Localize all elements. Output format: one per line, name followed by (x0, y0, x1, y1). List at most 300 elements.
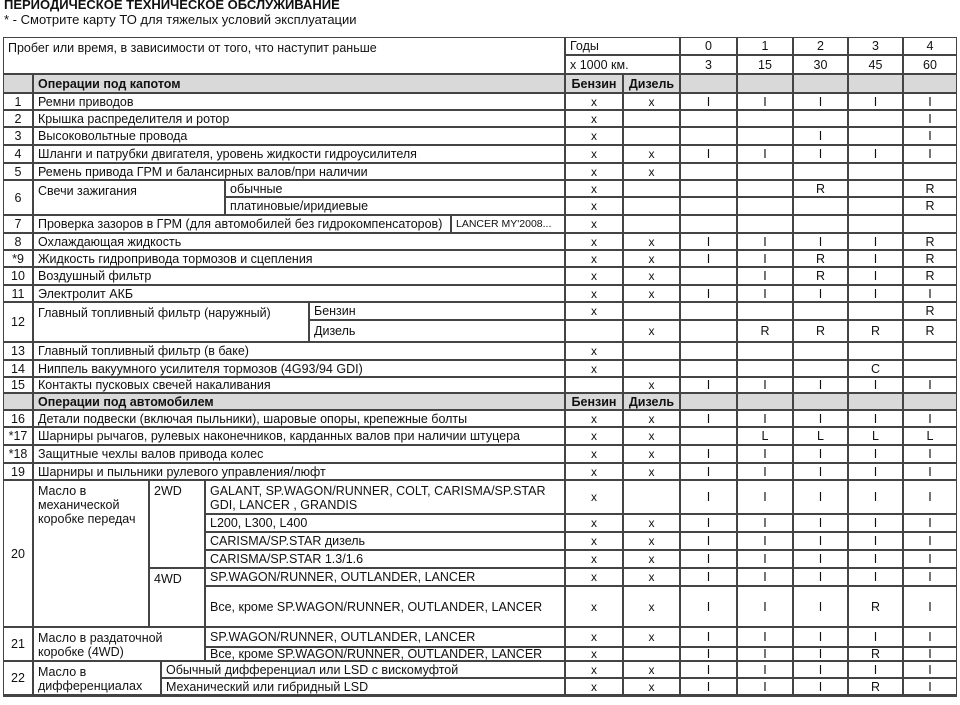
interval-cell (737, 180, 793, 197)
section-filler (737, 393, 793, 410)
row-number: 14 (3, 360, 33, 377)
operation-name: Масло в раздаточной коробке (4WD) (33, 627, 205, 661)
interval-cell: I (848, 627, 903, 647)
interval-cell: I (680, 661, 737, 678)
interval-cell: I (680, 233, 737, 250)
interval-cell: R (793, 250, 848, 267)
benzin-cell: x (565, 215, 623, 233)
interval-cell: I (848, 661, 903, 678)
interval-cell: I (903, 550, 957, 568)
row-number: 20 (3, 480, 33, 627)
operation-variant: SP.WAGON/RUNNER, OUTLANDER, LANCER (205, 627, 565, 647)
km-header: 60 (903, 55, 957, 74)
dizel-cell: x (623, 463, 680, 480)
interval-cell (680, 110, 737, 127)
row-number: 11 (3, 285, 33, 302)
interval-cell (848, 110, 903, 127)
section-filler (793, 393, 848, 410)
dizel-cell: x (623, 410, 680, 427)
operation-name: Шарниры рычагов, рулевых наконечников, карданных валов при наличии штуцера (33, 427, 565, 445)
interval-cell (903, 360, 957, 377)
interval-cell: I (737, 661, 793, 678)
interval-cell: I (848, 410, 903, 427)
operation-variant: платиновые/иридиевые (225, 197, 565, 215)
interval-cell (680, 163, 737, 180)
interval-cell: I (793, 445, 848, 463)
benzin-cell: x (565, 302, 623, 320)
interval-cell: I (737, 410, 793, 427)
years-label: Годы (565, 37, 680, 55)
interval-cell (737, 163, 793, 180)
operation-name: Охлаждающая жидкость (33, 233, 565, 250)
benzin-cell (565, 695, 623, 697)
model-label: CARISMA/SP.STAR дизель (205, 532, 565, 550)
km-header: 45 (848, 55, 903, 74)
benzin-cell: x (565, 410, 623, 427)
benzin-cell: x (565, 550, 623, 568)
dizel-cell (623, 127, 680, 145)
interval-cell: I (737, 480, 793, 514)
benzin-cell (565, 320, 623, 342)
section-filler (680, 74, 737, 93)
interval-cell: I (793, 627, 848, 647)
page-subtitle: * - Смотрите карту ТО для тяжелых условий эксплуатации (4, 12, 357, 27)
section-filler (793, 74, 848, 93)
interval-cell (737, 197, 793, 215)
year-header: 0 (680, 37, 737, 55)
benzin-cell: x (565, 163, 623, 180)
interval-cell: I (793, 568, 848, 586)
operation-name: Электролит АКБ (33, 285, 565, 302)
interval-cell: I (903, 445, 957, 463)
interval-cell: I (737, 463, 793, 480)
interval-cell: I (680, 250, 737, 267)
operation-name: Масло в механической коробке передач (33, 480, 149, 627)
benzin-cell: x (565, 285, 623, 302)
interval-cell: I (737, 647, 793, 661)
row-number: 15 (3, 377, 33, 393)
drive-label: 2WD (149, 480, 205, 568)
interval-cell (848, 215, 903, 233)
interval-cell: R (848, 678, 903, 695)
operation-variant: обычные (225, 180, 565, 197)
interval-cell: R (903, 233, 957, 250)
section-filler (737, 74, 793, 93)
row-number: 10 (3, 267, 33, 285)
interval-cell (737, 360, 793, 377)
interval-cell (737, 342, 793, 360)
interval-cell (793, 302, 848, 320)
interval-cell: I (793, 145, 848, 163)
interval-cell (680, 127, 737, 145)
interval-cell (793, 197, 848, 215)
interval-cell: I (737, 550, 793, 568)
interval-cell (680, 180, 737, 197)
interval-cell: I (793, 532, 848, 550)
interval-cell (903, 342, 957, 360)
interval-cell (680, 215, 737, 233)
dizel-cell: x (623, 532, 680, 550)
interval-cell: I (848, 377, 903, 393)
operation-note: LANCER MY'2008... (451, 215, 565, 233)
dizel-cell: x (623, 627, 680, 647)
interval-cell (793, 163, 848, 180)
interval-cell (737, 215, 793, 233)
benzin-cell: x (565, 127, 623, 145)
benzin-cell: x (565, 180, 623, 197)
interval-cell: I (737, 250, 793, 267)
dizel-cell: x (623, 145, 680, 163)
interval-cell: I (903, 285, 957, 302)
interval-cell: I (680, 377, 737, 393)
interval-cell: I (793, 410, 848, 427)
interval-cell: I (848, 480, 903, 514)
interval-cell: I (680, 285, 737, 302)
section-no-cell (3, 393, 33, 410)
operation-name: Ниппель вакуумного усилителя тормозов (4G93/94 GDI) (33, 360, 565, 377)
operation-variant: Бензин (309, 302, 565, 320)
interval-cell: I (903, 678, 957, 695)
operation-name: Крышка распределителя и ротор (33, 110, 565, 127)
operation-name: Главный топливный фильтр (наружный) (33, 302, 309, 342)
row-number: 1 (3, 93, 33, 110)
interval-cell (848, 180, 903, 197)
operation-variant: Дизель (309, 320, 565, 342)
interval-cell: I (793, 127, 848, 145)
benzin-cell: x (565, 586, 623, 627)
interval-cell: I (848, 93, 903, 110)
operation-name: Ремни приводов (33, 93, 565, 110)
dizel-cell: x (623, 550, 680, 568)
interval-cell: I (848, 233, 903, 250)
model-label: L200, L300, L400 (205, 514, 565, 532)
interval-cell: I (737, 377, 793, 393)
interval-cell: I (848, 145, 903, 163)
interval-cell (793, 360, 848, 377)
interval-cell (737, 695, 793, 697)
interval-cell: I (680, 532, 737, 550)
row-number: 2 (3, 110, 33, 127)
interval-cell (848, 695, 903, 697)
interval-cell: I (680, 647, 737, 661)
interval-cell: I (793, 514, 848, 532)
interval-cell: I (737, 678, 793, 695)
benzin-cell: x (565, 463, 623, 480)
interval-cell: R (737, 320, 793, 342)
benzin-cell: x (565, 678, 623, 695)
interval-cell: I (793, 233, 848, 250)
row-number: 3 (3, 127, 33, 145)
dizel-cell (623, 342, 680, 360)
interval-cell: I (680, 627, 737, 647)
row-number: *17 (3, 427, 33, 445)
operation-name: Защитные чехлы валов привода колес (33, 445, 565, 463)
section-filler (680, 393, 737, 410)
year-header: 1 (737, 37, 793, 55)
interval-cell: I (848, 550, 903, 568)
interval-cell (680, 695, 737, 697)
interval-cell: I (680, 480, 737, 514)
interval-cell: I (737, 267, 793, 285)
benzin-cell: x (565, 93, 623, 110)
interval-cell (680, 342, 737, 360)
operation-variant: Все, кроме SP.WAGON/RUNNER, OUTLANDER, LANCER (205, 647, 565, 661)
interval-cell (680, 267, 737, 285)
row-number: 13 (3, 342, 33, 360)
interval-cell: I (793, 285, 848, 302)
row-number: 19 (3, 463, 33, 480)
row-number: 6 (3, 180, 33, 215)
interval-cell (793, 215, 848, 233)
interval-cell: I (903, 110, 957, 127)
interval-cell: I (848, 250, 903, 267)
row-number: 8 (3, 233, 33, 250)
header-label: Пробег или время, в зависимости от того, что наступит раньше (3, 37, 565, 74)
interval-cell: R (903, 197, 957, 215)
interval-cell: I (848, 285, 903, 302)
benzin-cell: x (565, 267, 623, 285)
interval-cell: C (848, 360, 903, 377)
interval-cell (793, 342, 848, 360)
operation-name: Детали подвески (включая пыльники), шаровые опоры, крепежные болты (33, 410, 565, 427)
dizel-cell: x (623, 678, 680, 695)
operation-name: Жидкость гидропривода тормозов и сцепления (33, 250, 565, 267)
interval-cell (680, 197, 737, 215)
row-number (3, 695, 33, 697)
interval-cell: R (793, 180, 848, 197)
interval-cell: I (680, 586, 737, 627)
section-filler (848, 74, 903, 93)
interval-cell: I (737, 627, 793, 647)
interval-cell: I (793, 463, 848, 480)
dizel-cell: x (623, 427, 680, 445)
km-header: 3 (680, 55, 737, 74)
dizel-cell: x (623, 514, 680, 532)
section-title: Операции под автомобилем (33, 393, 565, 410)
interval-cell: R (903, 180, 957, 197)
section-title: Операции под капотом (33, 74, 565, 93)
operation-name: Воздушный фильтр (33, 267, 565, 285)
benzin-cell: x (565, 480, 623, 514)
interval-cell: I (737, 445, 793, 463)
interval-cell: R (848, 586, 903, 627)
operation-name: Масло в дифференциалах (33, 661, 161, 695)
dizel-cell (623, 180, 680, 197)
row-number: 7 (3, 215, 33, 233)
benzin-cell: x (565, 627, 623, 647)
interval-cell (680, 427, 737, 445)
benzin-cell: x (565, 145, 623, 163)
benzin-cell: x (565, 110, 623, 127)
dizel-cell: x (623, 285, 680, 302)
interval-cell: I (793, 678, 848, 695)
maintenance-table (3, 37, 957, 697)
interval-cell (680, 320, 737, 342)
interval-cell: I (737, 233, 793, 250)
model-label: Все, кроме SP.WAGON/RUNNER, OUTLANDER, LANCER (205, 586, 565, 627)
interval-cell: I (848, 568, 903, 586)
interval-cell: R (848, 647, 903, 661)
interval-cell: I (793, 586, 848, 627)
interval-cell: R (903, 267, 957, 285)
benzin-cell: x (565, 514, 623, 532)
operation-name: Шланги и патрубки двигателя, уровень жидкости гидроусилителя (33, 145, 565, 163)
row-number: *9 (3, 250, 33, 267)
operation-variant: Обычный дифференциал или LSD с вискомуфтой (161, 661, 565, 678)
benzin-cell: x (565, 233, 623, 250)
dizel-cell (623, 197, 680, 215)
dizel-cell: x (623, 320, 680, 342)
interval-cell: R (848, 320, 903, 342)
interval-cell: I (737, 285, 793, 302)
km-label: х 1000 км. (565, 55, 680, 74)
model-label: SP.WAGON/RUNNER, OUTLANDER, LANCER (205, 568, 565, 586)
interval-cell: R (793, 320, 848, 342)
row-number: 16 (3, 410, 33, 427)
benzin-header: Бензин (565, 74, 623, 93)
interval-cell: L (848, 427, 903, 445)
benzin-cell: x (565, 661, 623, 678)
interval-cell: I (903, 463, 957, 480)
interval-cell: I (680, 514, 737, 532)
year-header: 2 (793, 37, 848, 55)
benzin-cell: x (565, 342, 623, 360)
interval-cell: I (903, 586, 957, 627)
section-filler (903, 393, 957, 410)
dizel-cell (623, 110, 680, 127)
operation-name: Шарниры и пыльники рулевого управления/люфт (33, 463, 565, 480)
interval-cell: I (903, 410, 957, 427)
interval-cell (793, 695, 848, 697)
interval-cell: I (737, 568, 793, 586)
interval-cell: R (903, 302, 957, 320)
model-label: GALANT, SP.WAGON/RUNNER, COLT, CARISMA/SP.STAR GDI, LANCER , GRANDIS (205, 480, 565, 514)
dizel-cell: x (623, 163, 680, 180)
year-header: 4 (903, 37, 957, 55)
benzin-header: Бензин (565, 393, 623, 410)
interval-cell (737, 110, 793, 127)
dizel-cell: x (623, 445, 680, 463)
dizel-header: Дизель (623, 393, 680, 410)
interval-cell: I (680, 678, 737, 695)
interval-cell: R (903, 250, 957, 267)
section-no-cell (3, 74, 33, 93)
dizel-cell: x (623, 661, 680, 678)
benzin-cell: x (565, 250, 623, 267)
interval-cell: I (848, 445, 903, 463)
benzin-cell: x (565, 532, 623, 550)
interval-cell: I (737, 514, 793, 532)
interval-cell (903, 163, 957, 180)
dizel-cell: x (623, 267, 680, 285)
interval-cell (737, 127, 793, 145)
dizel-header: Дизель (623, 74, 680, 93)
benzin-cell: x (565, 197, 623, 215)
interval-cell (903, 215, 957, 233)
row-number: *18 (3, 445, 33, 463)
interval-cell (680, 360, 737, 377)
interval-cell: I (903, 647, 957, 661)
benzin-cell: x (565, 568, 623, 586)
interval-cell: I (793, 647, 848, 661)
interval-cell: I (903, 377, 957, 393)
benzin-cell: x (565, 445, 623, 463)
operation-name: Свечи зажигания (33, 180, 225, 215)
interval-cell: I (848, 514, 903, 532)
operation-name: Ремень привода ГРМ и балансирных валов/при наличии (33, 163, 565, 180)
dizel-cell (623, 480, 680, 514)
interval-cell: I (903, 627, 957, 647)
interval-cell (680, 302, 737, 320)
operation-variant: Механический или гибридный LSD (161, 678, 565, 695)
row-number: 12 (3, 302, 33, 342)
interval-cell: L (737, 427, 793, 445)
row-number: 21 (3, 627, 33, 661)
dizel-cell (623, 695, 680, 697)
interval-cell: I (793, 377, 848, 393)
interval-cell: I (737, 586, 793, 627)
interval-cell: I (793, 661, 848, 678)
interval-cell (848, 302, 903, 320)
section-filler (848, 393, 903, 410)
operation-name: Контакты пусковых свечей накаливания (33, 377, 565, 393)
interval-cell (848, 342, 903, 360)
interval-cell: I (680, 568, 737, 586)
dizel-cell (623, 360, 680, 377)
interval-cell: I (903, 127, 957, 145)
interval-cell: I (848, 532, 903, 550)
km-header: 15 (737, 55, 793, 74)
interval-cell: I (903, 568, 957, 586)
interval-cell: I (680, 550, 737, 568)
interval-cell: I (737, 532, 793, 550)
interval-cell: I (680, 93, 737, 110)
dizel-cell: x (623, 568, 680, 586)
interval-cell: I (903, 480, 957, 514)
interval-cell: R (903, 320, 957, 342)
interval-cell (793, 110, 848, 127)
section-filler (903, 74, 957, 93)
benzin-cell (565, 377, 623, 393)
interval-cell (848, 163, 903, 180)
interval-cell: I (793, 550, 848, 568)
row-number: 22 (3, 661, 33, 695)
interval-cell: I (737, 145, 793, 163)
interval-cell (737, 302, 793, 320)
year-header: 3 (848, 37, 903, 55)
interval-cell: I (680, 410, 737, 427)
interval-cell: I (793, 93, 848, 110)
interval-cell: I (680, 463, 737, 480)
row-number: 4 (3, 145, 33, 163)
interval-cell: I (848, 463, 903, 480)
benzin-cell: x (565, 647, 623, 661)
interval-cell: I (903, 661, 957, 678)
page-title: ПЕРИОДИЧЕСКОЕ ТЕХНИЧЕСКОЕ ОБСЛУЖИВАНИЕ (4, 0, 340, 12)
operation-name: Высоковольтные провода (33, 127, 565, 145)
interval-cell: L (903, 427, 957, 445)
benzin-cell: x (565, 360, 623, 377)
dizel-cell (623, 302, 680, 320)
interval-cell: I (737, 93, 793, 110)
interval-cell: I (903, 93, 957, 110)
interval-cell (848, 127, 903, 145)
interval-cell (903, 695, 957, 697)
dizel-cell (623, 215, 680, 233)
interval-cell: R (793, 267, 848, 285)
benzin-cell: x (565, 427, 623, 445)
interval-cell: I (903, 514, 957, 532)
